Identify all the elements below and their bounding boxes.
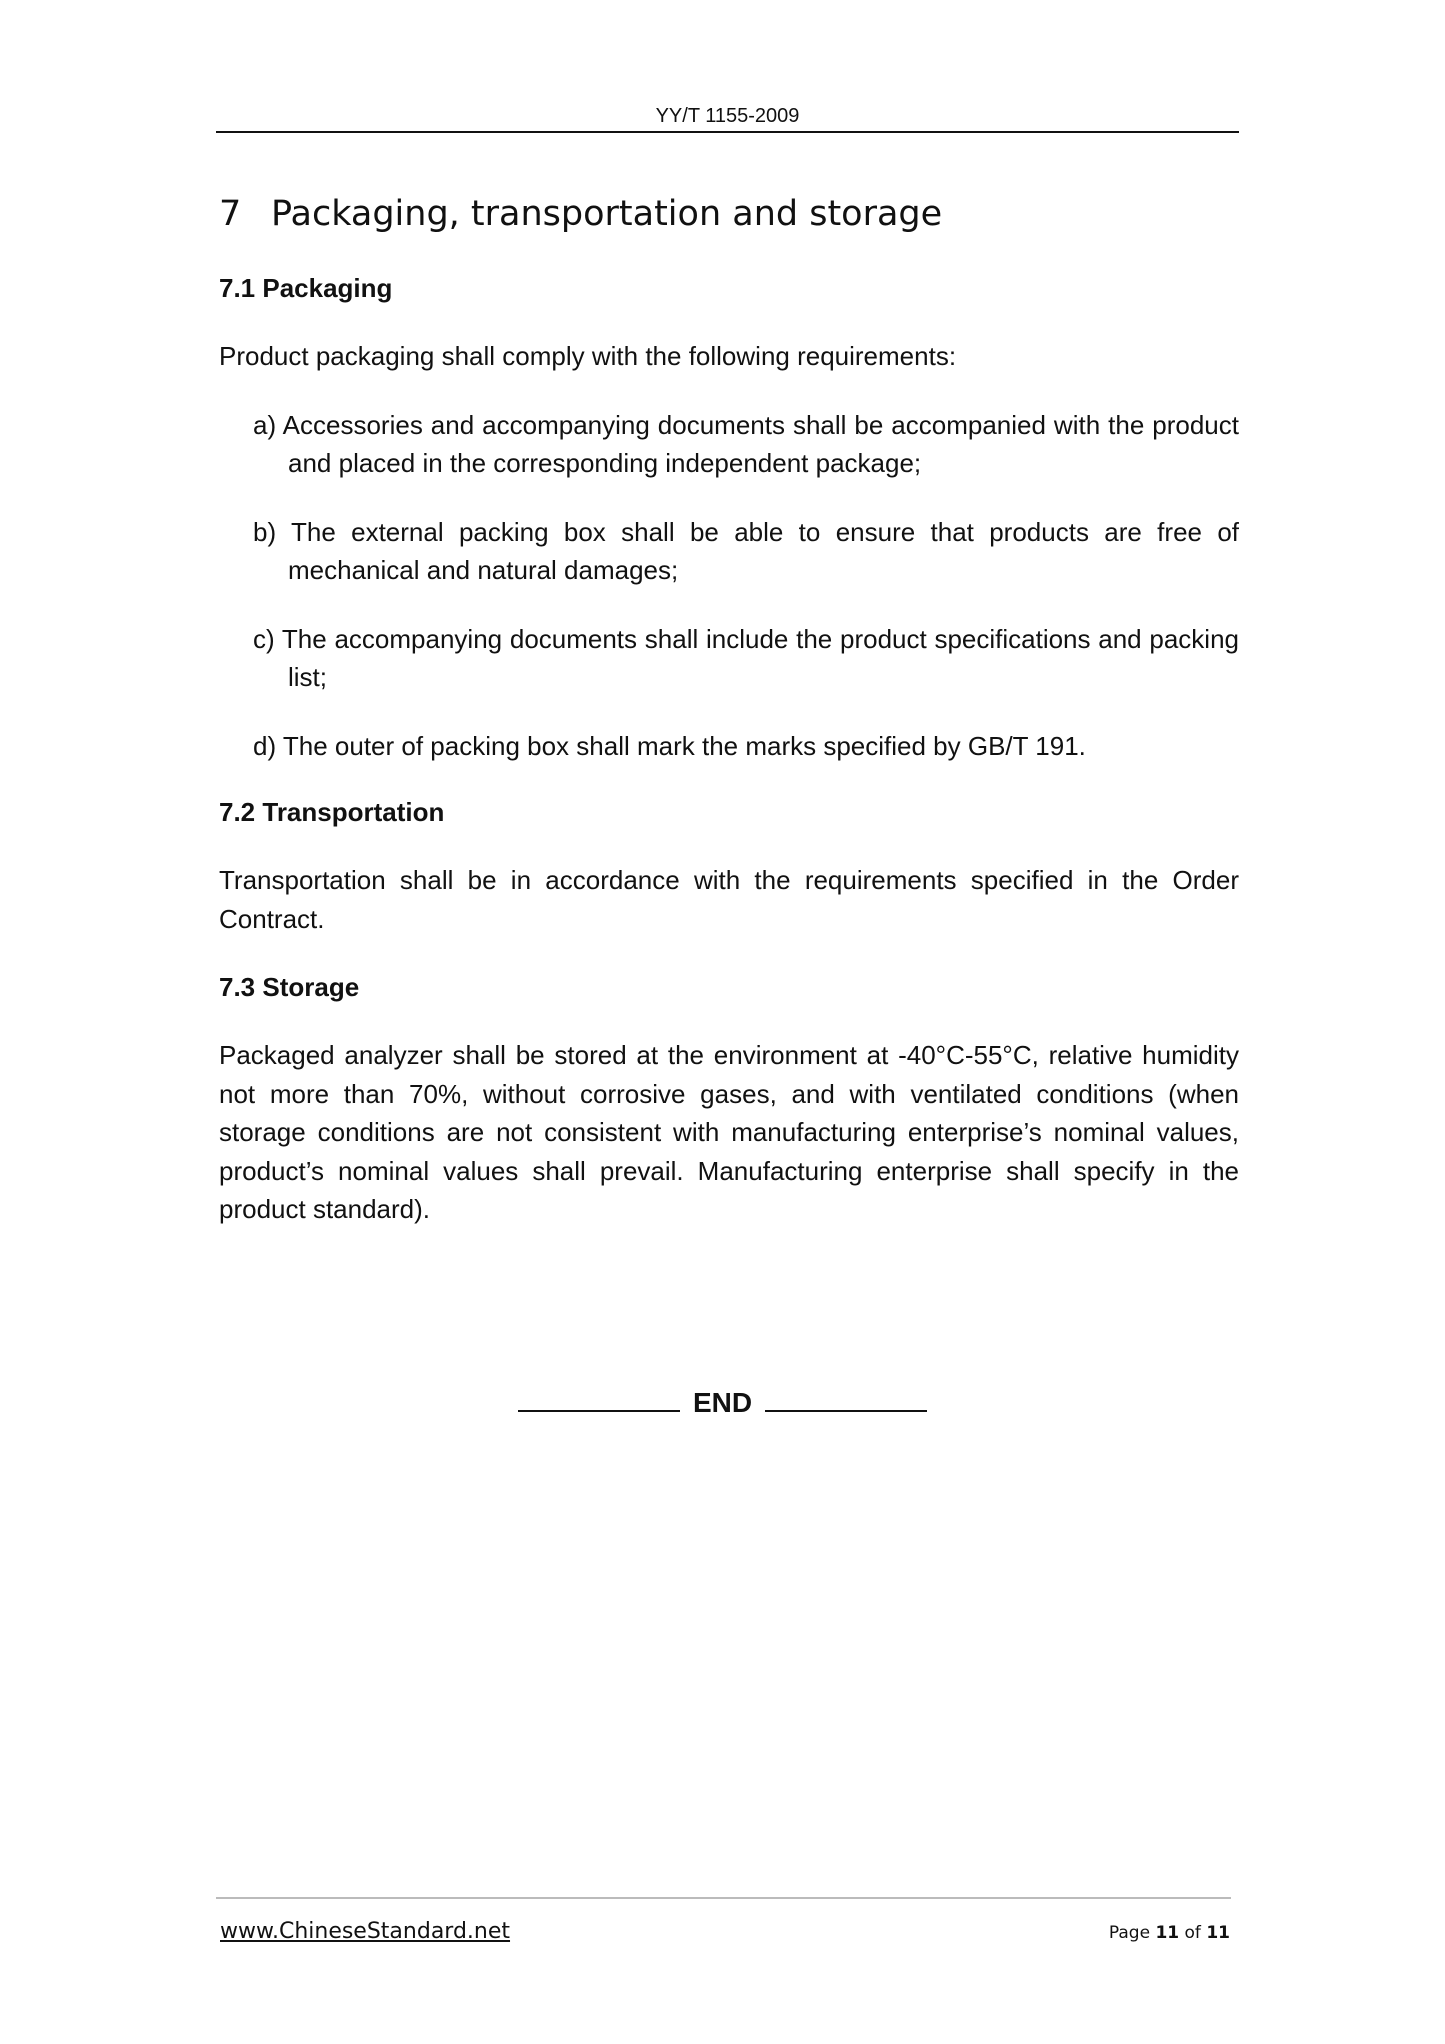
packaging-item-d: d) The outer of packing box shall mark the marks specified by GB/T 191. bbox=[253, 730, 1086, 761]
end-left-rule bbox=[518, 1386, 680, 1412]
page-total: 11 bbox=[1206, 1923, 1230, 1943]
storage-text: Packaged analyzer shall be stored at the environment at -40°C-55°C, relative humidity not more than 70%, without corrosive gases, and with ventilated conditions (when storage conditions are not consistent with manufacturing enterprise’s nominal values, product’s nominal values shall prevail. Manufacturing enterprise shall specify in the product standard). bbox=[219, 1040, 1239, 1224]
document-code-header: YY/T 1155-2009 bbox=[655, 105, 800, 127]
page-content bbox=[219, 190, 1239, 1259]
page-current: 11 bbox=[1155, 1923, 1180, 1943]
packaging-heading: 7.1 Packaging bbox=[219, 273, 393, 303]
storage-heading: 7.3 Storage bbox=[219, 972, 360, 1002]
end-of-document-marker bbox=[0, 1385, 1445, 1421]
transportation-text: Transportation shall be in accordance with the requirements specified in the Order Contract. bbox=[219, 865, 1239, 934]
header-divider bbox=[216, 131, 1239, 133]
page-of: of bbox=[1184, 1923, 1201, 1943]
packaging-item-b: b) The external packing box shall be able to ensure that products are free of mechanical and natural damages; bbox=[253, 516, 1239, 585]
end-label: END bbox=[692, 1387, 753, 1418]
section-title: Packaging, transportation and storage bbox=[271, 194, 943, 234]
section-number: 7 bbox=[219, 194, 242, 234]
packaging-intro: Product packaging shall comply with the following requirements: bbox=[219, 341, 957, 371]
website-link[interactable]: www.ChineseStandard.net bbox=[220, 1919, 511, 1944]
packaging-item-c: c) The accompanying documents shall include the product specifications and packing list; bbox=[253, 623, 1239, 692]
footer-divider bbox=[216, 1897, 1231, 1899]
section-heading bbox=[219, 190, 1239, 238]
end-right-rule bbox=[765, 1386, 927, 1412]
page-word: Page bbox=[1108, 1923, 1151, 1943]
packaging-item-a: a) Accessories and accompanying documents shall be accompanied with the product and placed in the corresponding independent package; bbox=[253, 409, 1239, 478]
transportation-heading: 7.2 Transportation bbox=[219, 797, 445, 827]
page-number bbox=[1060, 1920, 1230, 1946]
